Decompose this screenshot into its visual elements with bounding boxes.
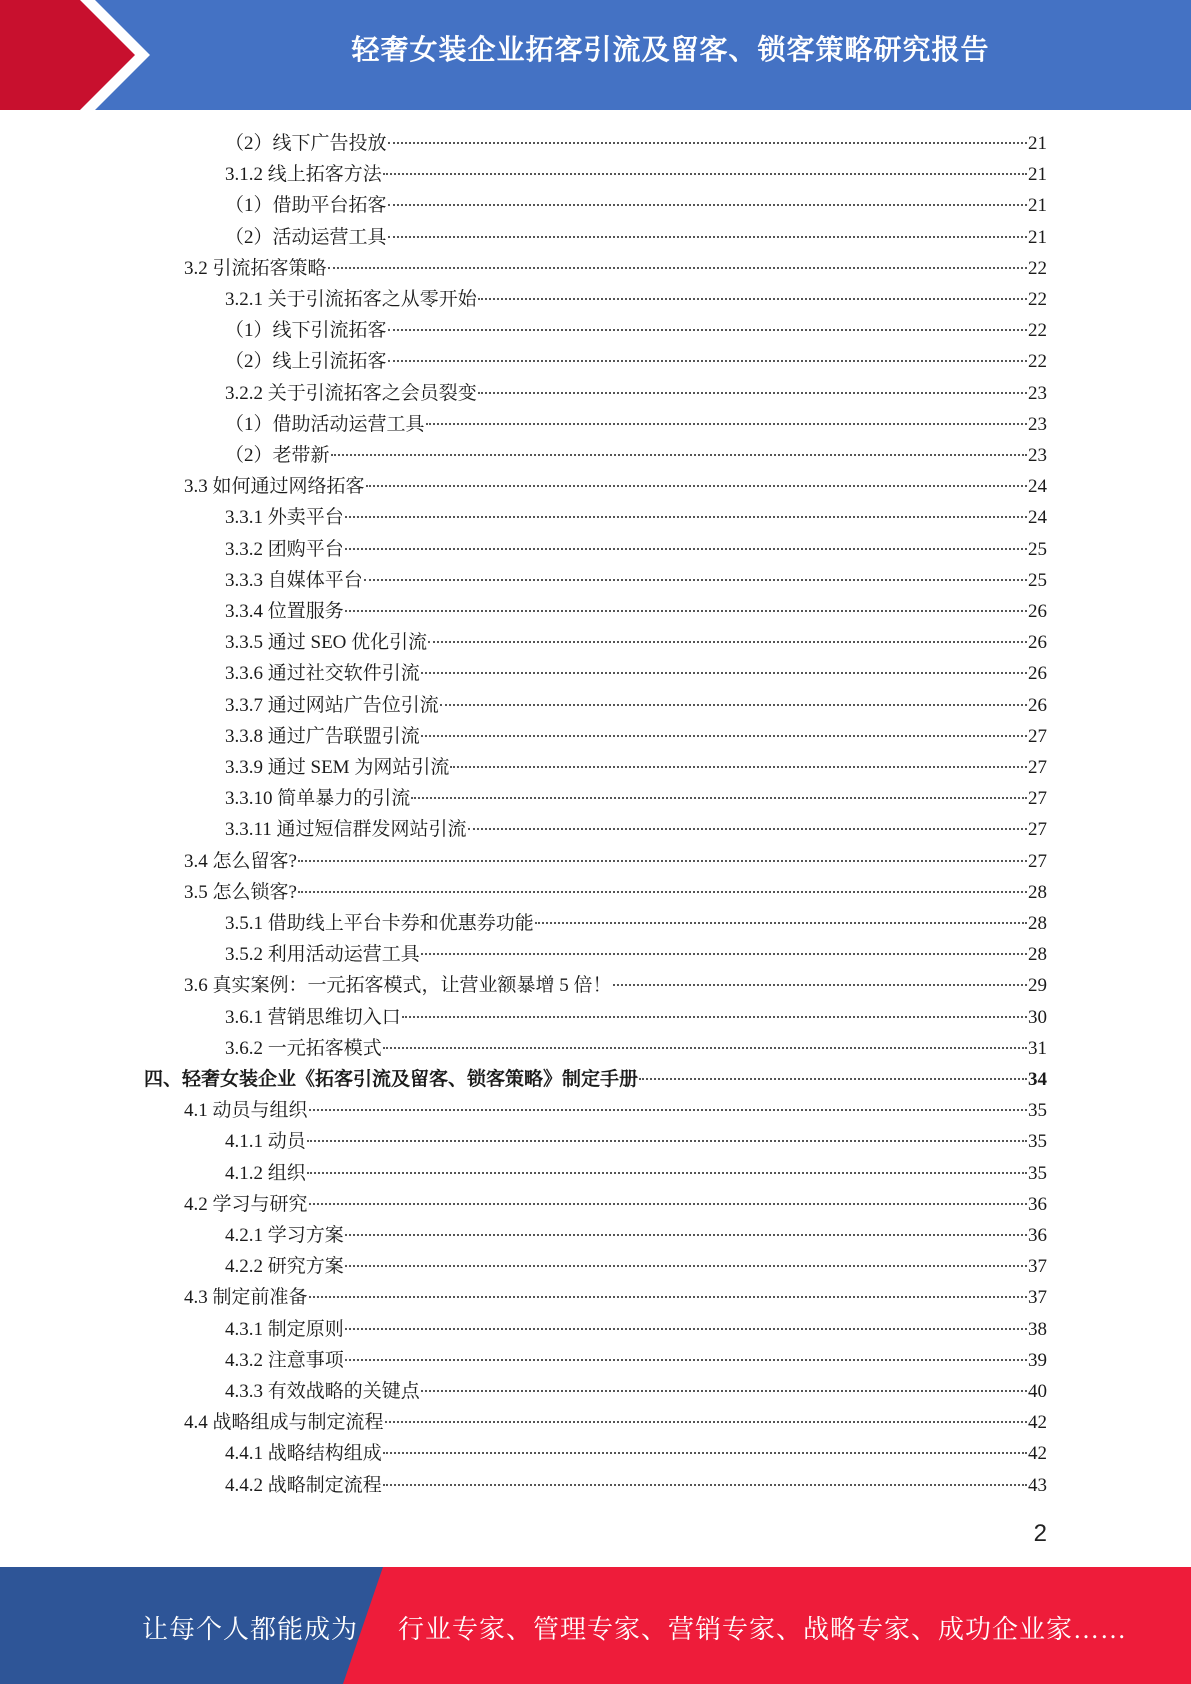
toc-entry-page: 25: [1028, 569, 1047, 591]
toc-entry-page: 43: [1028, 1474, 1047, 1496]
toc-dot-leader: [307, 1139, 1027, 1142]
toc-entry-label: 3.3.5 通过 SEO 优化引流: [225, 632, 428, 654]
toc-entry-page: 42: [1028, 1443, 1047, 1465]
report-title: 轻奢女装企业拓客引流及留客、锁客策略研究报告: [351, 33, 990, 66]
toc-entry[interactable]: [184, 970, 1047, 1001]
toc-entry-page: 26: [1028, 694, 1047, 716]
toc-entry-label: 4.3.1 制定原则: [225, 1318, 344, 1340]
toc-entry[interactable]: [225, 1251, 1047, 1282]
toc-entry-label: 3.2 引流拓客策略: [184, 257, 327, 279]
toc-entry[interactable]: [225, 1470, 1047, 1501]
toc-entry[interactable]: [184, 1282, 1047, 1313]
toc-entry[interactable]: [184, 877, 1047, 908]
toc-dot-leader: [366, 484, 1027, 487]
page-number: 2: [1033, 1520, 1047, 1547]
toc-entry-page: 23: [1028, 445, 1047, 466]
toc-dot-leader: [613, 983, 1027, 986]
toc-entry[interactable]: [225, 690, 1047, 721]
toc-entry-page: 25: [1028, 538, 1047, 560]
toc-entry[interactable]: [184, 253, 1047, 284]
toc-dot-leader: [402, 1015, 1027, 1018]
toc-entry-label: 3.3.6 通过社交软件引流: [225, 663, 420, 685]
toc-entry-page: 27: [1028, 788, 1047, 810]
toc-dot-leader: [411, 796, 1027, 799]
toc-dot-leader: [309, 1202, 1027, 1205]
toc-dot-leader: [345, 1327, 1027, 1330]
toc-dot-leader: [383, 1483, 1027, 1486]
toc-entry-page: 21: [1028, 164, 1047, 186]
toc-entry-label: 4.1 动员与组织: [184, 1100, 308, 1122]
toc-dot-leader: [345, 515, 1027, 518]
toc-dot-leader: [535, 921, 1027, 924]
toc-entry-page: 22: [1028, 289, 1047, 310]
toc-entry-label: 3.6 真实案例：一元拓客模式，让营业额暴增 5 倍！: [184, 975, 612, 997]
toc-entry-page: 28: [1028, 913, 1047, 934]
toc-dot-leader: [421, 952, 1027, 955]
toc-entry[interactable]: [184, 471, 1047, 502]
toc-entry[interactable]: [184, 846, 1047, 877]
toc-entry-label: 3.3.7 通过网站广告位引流: [225, 694, 439, 716]
toc-entry-label: 4.4.1 战略结构组成: [225, 1443, 382, 1465]
toc-entry[interactable]: [225, 440, 1047, 471]
toc-dot-leader: [421, 734, 1027, 737]
toc-entry-label: 3.5.2 利用活动运营工具: [225, 944, 420, 966]
toc-entry-label: 3.6.1 营销思维切入口: [225, 1006, 401, 1028]
toc-dot-leader: [478, 391, 1027, 394]
toc-entry-label: （2）线下广告投放: [225, 133, 387, 154]
toc-entry-label: 4.2 学习与研究: [184, 1193, 308, 1215]
toc-entry[interactable]: [225, 1220, 1047, 1251]
toc-entry[interactable]: [225, 939, 1047, 970]
toc-entry-page: 22: [1028, 320, 1047, 342]
toc-entry[interactable]: [225, 409, 1047, 440]
toc-entry[interactable]: [225, 346, 1047, 377]
toc-entry-label: （1）借助活动运营工具: [225, 413, 425, 435]
toc-dot-leader: [383, 1451, 1027, 1454]
toc-entry-label: 3.4 怎么留客?: [184, 850, 297, 872]
toc-entry-label: 3.3.1 外卖平台: [225, 507, 344, 529]
toc-entry-page: 27: [1028, 819, 1047, 841]
toc-entry[interactable]: [225, 159, 1047, 190]
toc-entry-page: 27: [1028, 725, 1047, 747]
toc-entry-label: 3.1.2 线上拓客方法: [225, 164, 382, 186]
toc-entry[interactable]: [144, 1064, 1047, 1095]
toc-entry[interactable]: [225, 1345, 1047, 1376]
toc-entry-page: 36: [1028, 1225, 1047, 1246]
toc-dot-leader: [345, 1264, 1027, 1267]
toc-entry-label: 3.3.4 位置服务: [225, 601, 344, 622]
toc-dot-leader: [388, 235, 1027, 238]
toc-entry-label: 4.3 制定前准备: [184, 1287, 308, 1309]
toc-entry-page: 21: [1028, 226, 1047, 248]
toc-entry[interactable]: [225, 222, 1047, 253]
toc-entry[interactable]: [225, 814, 1047, 845]
toc-entry-page: 35: [1028, 1100, 1047, 1122]
toc-entry[interactable]: [225, 190, 1047, 221]
toc-entry-page: 22: [1028, 257, 1047, 279]
toc-dot-leader: [388, 328, 1027, 331]
toc-entry[interactable]: [225, 1438, 1047, 1469]
toc-dot-leader: [383, 1046, 1027, 1049]
toc-entry-label: 3.3.9 通过 SEM 为网站引流: [225, 757, 450, 778]
toc-entry[interactable]: [225, 1314, 1047, 1345]
toc-entry-page: 34: [1028, 1069, 1047, 1090]
toc-entry[interactable]: [225, 1126, 1047, 1157]
toc-entry-label: （2）活动运营工具: [225, 226, 387, 248]
toc-entry-page: 21: [1028, 195, 1047, 217]
toc-entry-label: 4.4 战略组成与制定流程: [184, 1412, 384, 1434]
toc-entry[interactable]: [225, 752, 1047, 783]
toc-dot-leader: [328, 266, 1027, 269]
toc-entry-page: 36: [1028, 1193, 1047, 1215]
toc-entry[interactable]: [225, 534, 1047, 565]
toc-entry-page: 40: [1028, 1381, 1047, 1402]
toc-entry-label: 3.3.2 团购平台: [225, 538, 344, 560]
toc-entry-label: 3.3.8 通过广告联盟引流: [225, 725, 420, 747]
toc-dot-leader: [307, 1171, 1027, 1174]
toc-entry-page: 27: [1028, 850, 1047, 872]
toc-entry-page: 24: [1028, 507, 1047, 529]
toc-entry-label: 3.3.3 自媒体平台: [225, 569, 363, 591]
toc-entry-page: 28: [1028, 881, 1047, 903]
toc-entry-label: 4.4.2 战略制定流程: [225, 1474, 382, 1496]
toc-dot-leader: [385, 1420, 1027, 1423]
toc-dot-leader: [426, 422, 1027, 425]
toc-entry-label: 3.6.2 一元拓客模式: [225, 1037, 382, 1059]
toc-entry-label: 3.3 如何通过网络拓客: [184, 476, 365, 498]
toc-entry-label: 4.2.1 学习方案: [225, 1225, 344, 1246]
toc-dot-leader: [331, 453, 1027, 456]
toc-entry[interactable]: [184, 1095, 1047, 1126]
toc-entry[interactable]: [225, 596, 1047, 627]
toc-entry-page: 24: [1028, 476, 1047, 498]
toc-entry-label: 4.2.2 研究方案: [225, 1256, 344, 1278]
toc-entry[interactable]: [225, 284, 1047, 315]
toc-dot-leader: [478, 297, 1027, 300]
toc-dot-leader: [309, 1108, 1027, 1111]
toc-dot-leader: [388, 203, 1027, 206]
toc-entry-page: 23: [1028, 413, 1047, 435]
toc-dot-leader: [450, 765, 1027, 768]
toc-dot-leader: [639, 1077, 1027, 1080]
toc-dot-leader: [298, 890, 1027, 893]
toc-dot-leader: [383, 172, 1027, 175]
toc-entry[interactable]: [225, 1376, 1047, 1407]
toc-entry[interactable]: [225, 315, 1047, 346]
page-header: [0, 0, 1191, 110]
toc-entry-page: 35: [1028, 1162, 1047, 1184]
toc-entry-label: 4.3.3 有效战略的关键点: [225, 1381, 420, 1402]
toc-entry[interactable]: [184, 1189, 1047, 1220]
toc-entry[interactable]: [225, 1033, 1047, 1064]
toc-entry-label: 4.1.1 动员: [225, 1131, 306, 1153]
toc-entry-page: 42: [1028, 1412, 1047, 1434]
toc-dot-leader: [309, 1295, 1027, 1298]
toc-entry-page: 39: [1028, 1349, 1047, 1371]
toc-entry-label: 四、轻奢女装企业《拓客引流及留客、锁客策略》制定手册: [144, 1069, 639, 1090]
toc-entry-page: 30: [1028, 1006, 1047, 1028]
toc-entry-label: 3.3.11 通过短信群发网站引流: [225, 819, 467, 841]
toc-dot-leader: [421, 1389, 1027, 1392]
toc-dot-leader: [298, 859, 1027, 862]
toc-dot-leader: [388, 141, 1027, 144]
toc-entry-page: 26: [1028, 632, 1047, 654]
toc-dot-leader: [440, 703, 1027, 706]
toc-entry-label: （2）老带新: [225, 445, 330, 466]
toc-entry-page: 21: [1028, 133, 1047, 154]
toc-entry-label: 3.3.10 简单暴力的引流: [225, 788, 411, 810]
toc-entry-page: 37: [1028, 1287, 1047, 1309]
toc-entry[interactable]: [225, 1002, 1047, 1033]
toc-entry[interactable]: [184, 1407, 1047, 1438]
toc-dot-leader: [345, 1358, 1027, 1361]
toc-entry-page: 27: [1028, 757, 1047, 778]
toc-dot-leader: [428, 640, 1027, 643]
toc-entry[interactable]: [225, 783, 1047, 814]
toc-entry[interactable]: [225, 128, 1047, 159]
toc-entry[interactable]: [225, 908, 1047, 939]
toc-entry[interactable]: [225, 721, 1047, 752]
toc-entry-page: 37: [1028, 1256, 1047, 1278]
toc-entry-label: 3.2.2 关于引流拓客之会员裂变: [225, 382, 477, 404]
toc-entry-page: 23: [1028, 382, 1047, 404]
toc-entry[interactable]: [225, 1158, 1047, 1189]
toc-dot-leader: [468, 827, 1027, 830]
toc-entry-label: 3.5 怎么锁客?: [184, 881, 297, 903]
toc-dot-leader: [364, 578, 1027, 581]
toc-entry-label: 4.3.2 注意事项: [225, 1349, 344, 1371]
toc-dot-leader: [345, 609, 1027, 612]
toc-entry[interactable]: [225, 378, 1047, 409]
toc-entry-label: 3.5.1 借助线上平台卡券和优惠券功能: [225, 913, 534, 934]
toc-entry-page: 35: [1028, 1131, 1047, 1153]
toc-entry-label: （1）线下引流拓客: [225, 320, 387, 342]
toc-dot-leader: [345, 1233, 1027, 1236]
footer-slogan-left: 让每个人都能成为: [142, 1615, 359, 1644]
toc-entry-page: 26: [1028, 601, 1047, 622]
toc-entry-page: 29: [1028, 975, 1047, 997]
toc-entry[interactable]: [225, 565, 1047, 596]
page-footer: [0, 1567, 1191, 1684]
toc-entry-page: 26: [1028, 663, 1047, 685]
toc-entry-page: 31: [1028, 1037, 1047, 1059]
toc-entry[interactable]: [225, 627, 1047, 658]
toc-entry-label: 3.2.1 关于引流拓客之从零开始: [225, 289, 477, 310]
toc-entry-page: 22: [1028, 351, 1047, 373]
toc-entry-page: 28: [1028, 944, 1047, 966]
toc-entry-page: 38: [1028, 1318, 1047, 1340]
toc-entry-label: （1）借助平台拓客: [225, 195, 387, 217]
toc-entry-label: （2）线上引流拓客: [225, 351, 387, 373]
toc-entry[interactable]: [225, 658, 1047, 689]
toc-dot-leader: [421, 671, 1027, 674]
toc-dot-leader: [388, 359, 1027, 362]
toc-entry[interactable]: [225, 502, 1047, 533]
toc-entry-label: 4.1.2 组织: [225, 1162, 306, 1184]
toc-dot-leader: [345, 547, 1027, 550]
footer-slogan-right: 行业专家、管理专家、营销专家、战略专家、成功企业家……: [398, 1615, 1128, 1644]
